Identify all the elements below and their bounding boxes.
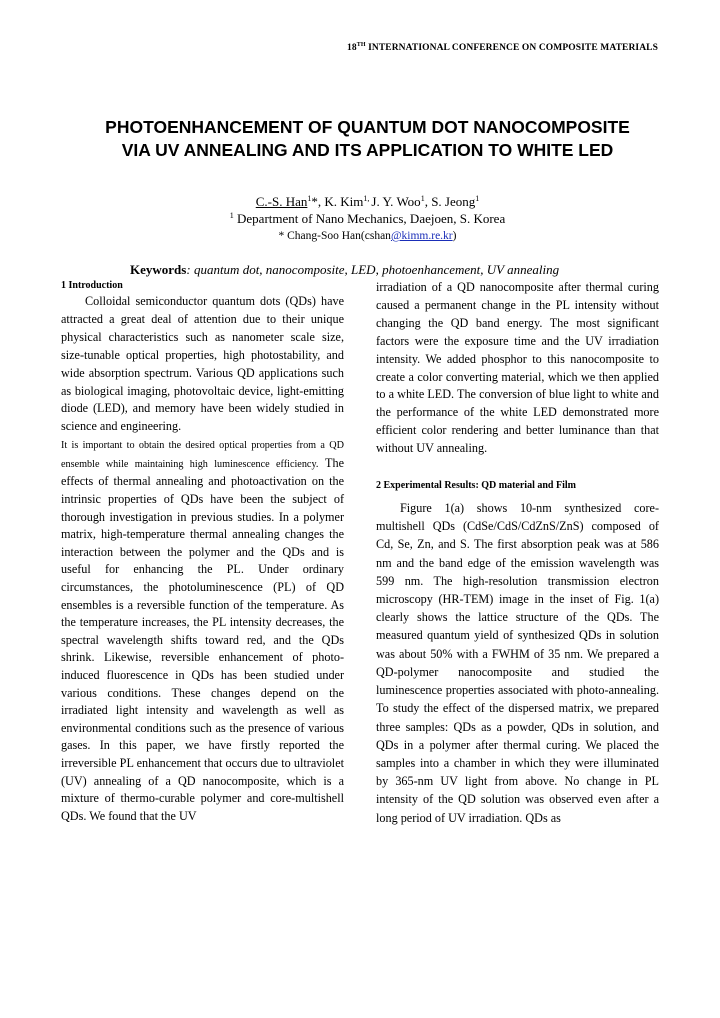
experimental-paragraph-1: Figure 1(a) shows 10-nm synthesized core-multishell QDs (CdSe/CdS/CdZnS/ZnS) composed of Cd, Se, Zn, and S. The first absorption peak was at 586 nm and the band edge of the emission wavelength was 599 nm. The high-resolution transmission electron microscopy (HR-TEM) image in the inset of Fig. 1(a) clearly shows the lattice structure of the QDs. The measured quantum yield of synthesized QDs in solution was about 50% with a FWHM of 35 nm. We prepared a QD-polymer nanocomposite and studied the luminescence properties associated with photo-annealing. To study the effect of the dispersed matrix, we prepared three samples: QDs as a powder, QDs in solution, and QDs in a polymer after thermal curing. We placed the samples into a chamber in which they were illuminated by 365-nm UV light from above. No change in PL intensity of the QD solution was observed even after a long period of UV irradiation. QDs as xyxy=(376,501,659,825)
keywords: Keywords: quantum dot, nanocomposite, LED, photoenhancement, UV annealing xyxy=(130,262,560,277)
author-name: C.-S. Han xyxy=(255,194,308,209)
intro-paragraph-2: It is important to obtain the desired optical properties from a QD ensemble while maintaining high luminescence efficiency. The effects of thermal annealing and photoactivation on the intrinsic properties of QDs have been the subject of thorough investigation in previous studies. In a polymer matrix, high-temperature thermal annealing changes the interaction between the polymer and the QDs and is useful for enhancing the PL. Under ordinary circumstances, the photoluminescence (PL) of QD ensembles is a reversible function of the temperature. As the temperature increases, the PL intensity decreases, the spectral wavelength shifts toward red, and the QDs shrink. Likewise, reversible enhancement of photo-induced fluorescence in QDs has been studied under various conditions. These changes depend on the irradiated light intensity and wavelength as well as environmental conditions such as the presence of various gases. In this paper, we have firstly reported the irreversible PL enhancement that occurs due to ultraviolet (UV) annealing of a QD nanocomposite, which is a mixture of thermo-curable polymer and core-multishell QDs. We found that the UV xyxy=(61,440,344,823)
author-name: K. Kim xyxy=(324,194,364,209)
paper-title: PHOTOENHANCEMENT OF QUANTUM DOT NANOCOMPOSITE VIA UV ANNEALING AND ITS APPLICATION TO WHITE LED xyxy=(105,117,630,160)
author-list: C.-S. Han$^1$*, K. Kim$^{1,}$ J. Y. Woo$^1$, S. Jeong$^1$ xyxy=(255,194,480,209)
corresponding-email: * Chang-Soo Han(cshan@kimm.re.kr) xyxy=(278,230,457,242)
section-heading-experimental: 2 Experimental Results: QD material and Film xyxy=(376,480,576,492)
author-name: J. Y. Woo xyxy=(371,194,421,209)
right-column xyxy=(376,279,659,827)
conference-header: 18TH INTERNATIONAL CONFERENCE ON COMPOSITE MATERIALS xyxy=(347,42,658,53)
affiliation: $^1$ Department of Nano Mechanics, Daejoen, S. Korea xyxy=(229,211,506,226)
keywords-text: quantum dot, nanocomposite, LED, photoenhancement, UV annealing xyxy=(193,262,560,277)
email-link[interactable]: @kimm.re.kr xyxy=(390,230,453,242)
author-name: , S. Jeong xyxy=(424,194,476,209)
intro-paragraph-3: irradiation of a QD nanocomposite after thermal curing caused a permanent change in the PL intensity without changing the QD band energy. The most significant factors were the exposure time and the UV irradiation intensity. We added phosphor to this nanocomposite to create a color converting material, which we then applied to a white LED. The conversion of blue light to white and the performance of the white LED demonstrated more efficient color rendering and better luminance than that without UV annealing. xyxy=(376,280,659,456)
intro-paragraph-1: Colloidal semiconductor quantum dots (QDs) have attracted a great deal of attention due to their unique physical characteristics such as nanometer scale size, size-tunable optical properties, high photostability, and wide absorption spectrum. Various QD applications such as biological imaging, photovoltaic device, light-emitting diode (LED), and memory have been widely studied in science and engineering. xyxy=(61,294,344,434)
section-heading-introduction: 1 Introduction xyxy=(61,280,123,291)
left-column xyxy=(61,279,344,825)
keywords-label: Keywords xyxy=(130,262,187,277)
